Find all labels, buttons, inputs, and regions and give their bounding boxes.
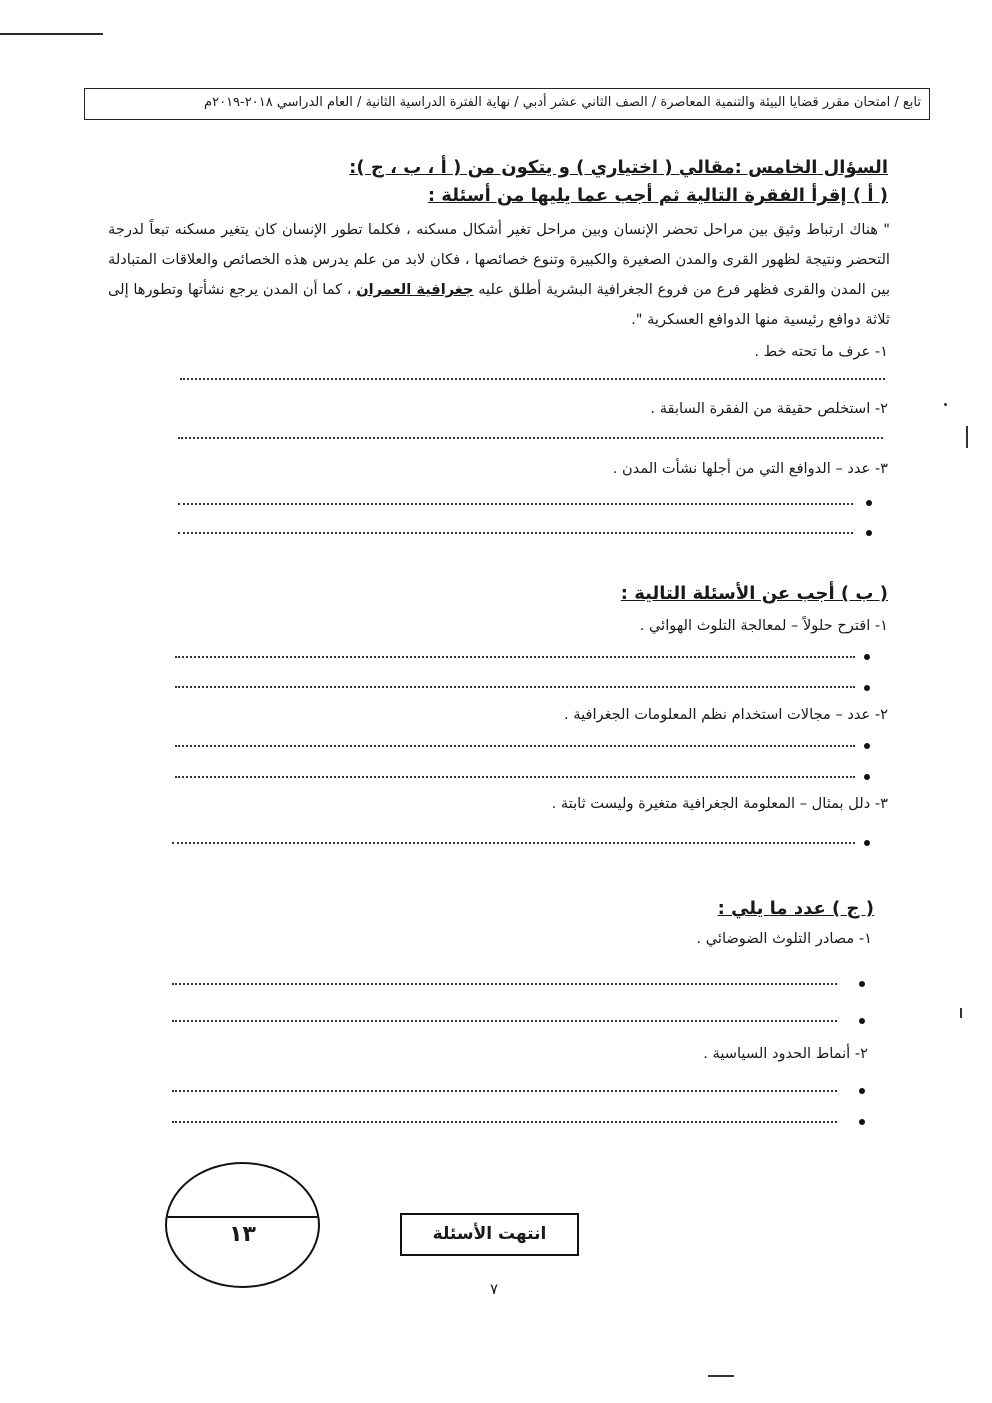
question-five-title: السؤال الخامس :مقالي ( اختياري ) و يتكون من ( أ ، ب ، ج ): <box>349 157 888 178</box>
score-divider <box>167 1216 318 1218</box>
part-b-question-3: ٣- دلل بمثال – المعلومة الجغرافية متغيرة وليست ثابتة . <box>551 795 888 812</box>
paragraph-text-end: ، كما أن المدن يرجع نشأتها وتطورها إلى ثلاثة دوافع رئيسية منها الدوافع العسكرية ". <box>108 281 890 328</box>
bullet-icon <box>864 774 870 780</box>
part-c-heading: ( ج ) عدد ما يلي : <box>717 898 874 919</box>
answer-line[interactable] <box>175 656 855 658</box>
bullet-icon <box>866 500 872 506</box>
part-b-question-2: ٢- عدد – مجالات استخدام نظم المعلومات الجغرافية . <box>564 706 888 723</box>
score-total: ١٣ <box>229 1222 256 1247</box>
page-number: ٧ <box>490 1280 499 1298</box>
answer-line[interactable] <box>172 842 855 844</box>
bullet-icon <box>864 840 870 846</box>
exam-header-box <box>84 88 930 120</box>
bullet-icon <box>866 530 872 536</box>
bullet-icon <box>864 654 870 660</box>
answer-line[interactable] <box>178 503 853 505</box>
exam-header-text: تابع / امتحان مقرر قضايا البيئة والتنمية المعاصرة / الصف الثاني عشر أدبي / نهاية الفترة الدراسية الثانية / العام الدراسي ٢٠١٨-٢٠١٩م <box>204 95 921 110</box>
scan-margin-dot <box>944 403 947 406</box>
bullet-icon <box>859 1088 865 1094</box>
scan-bottom-mark <box>708 1375 734 1377</box>
part-b-question-1: ١- اقترح حلولاً – لمعالجة التلوث الهوائي . <box>639 617 888 634</box>
underlined-term: جغرافية العمران <box>356 281 474 298</box>
answer-line[interactable] <box>175 745 855 747</box>
scan-artifact-line <box>0 33 103 35</box>
answer-line[interactable] <box>175 776 855 778</box>
part-c-question-2: ٢- أنماط الحدود السياسية . <box>703 1045 868 1062</box>
bullet-icon <box>864 685 870 691</box>
part-a-question-2: ٢- استخلص حقيقة من الفقرة السابقة . <box>650 400 888 417</box>
part-c-question-1: ١- مصادر التلوث الضوضائي . <box>696 930 872 947</box>
answer-line[interactable] <box>172 983 837 985</box>
part-a-question-1: ١- عرف ما تحته خط . <box>754 343 888 360</box>
part-a-heading: ( أ ) إقرأ الفقرة التالية ثم أجب عما يليها من أسئلة : <box>427 185 888 206</box>
answer-line[interactable] <box>180 378 885 380</box>
end-of-questions-box <box>400 1213 579 1256</box>
bullet-icon <box>859 1018 865 1024</box>
reading-paragraph <box>108 215 890 335</box>
answer-line[interactable] <box>175 686 855 688</box>
answer-line[interactable] <box>178 437 883 439</box>
bullet-icon <box>859 1119 865 1125</box>
paragraph-text-start: " هناك ارتباط وثيق بين مراحل تحضر الإنسان وبين مراحل تغير أشكال مسكنه ، فكلما تطور الإنسان كان يتغير مسكنه تبعاً لدرجة التحضر ونتيجة لظهور القرى والمدن الصغيرة والكبيرة وتنوع خصائصها ، فكان لابد من علم يدرس هذه الخصائص والعلاقات المتبادلة بين المدن والقرى فظهر فرع من فروع الجغرافية البشرية أطلق عليه <box>108 221 891 298</box>
answer-line[interactable] <box>172 1090 837 1092</box>
answer-line[interactable] <box>178 532 853 534</box>
answer-line[interactable] <box>172 1121 837 1123</box>
part-a-question-3: ٣- عدد – الدوافع التي من أجلها نشأت المدن . <box>612 460 888 477</box>
bullet-icon <box>864 743 870 749</box>
scan-margin-mark <box>966 426 968 448</box>
scan-margin-mark <box>960 1008 962 1018</box>
part-b-heading: ( ب ) أجب عن الأسئلة التالية : <box>620 583 888 604</box>
end-of-questions-label: انتهت الأسئلة <box>432 1224 547 1244</box>
bullet-icon <box>859 981 865 987</box>
answer-line[interactable] <box>172 1020 837 1022</box>
score-circle <box>165 1162 320 1288</box>
